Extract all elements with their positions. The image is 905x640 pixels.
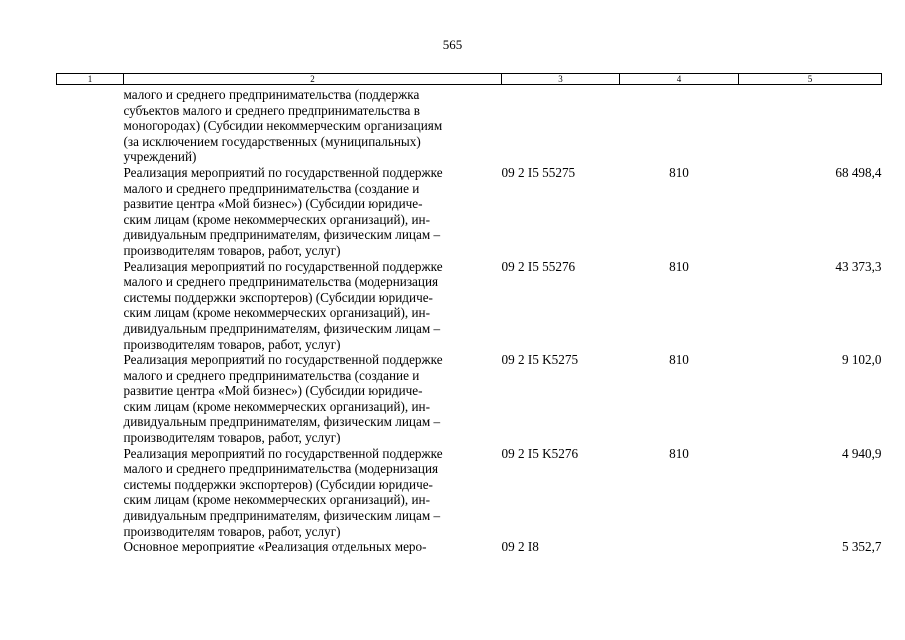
description-cell: Реализация мероприятий по государственной поддержке малого и среднего предпринимательства (модернизация системы поддержки экспортеров) (Субсидии юридиче- ским лицам (кроме некоммерческих организаций), ин- дивидуальным предпринимателям, физическим лицам – производителям товаров, работ, услуг) [123,258,443,352]
expense-type-cell: 810 [669,258,689,274]
table-row [57,539,882,555]
table-row [57,85,882,165]
amount-cell [739,85,882,165]
target-code-cell: 09 2 I8 [501,539,539,555]
target-code-cell: 09 2 I5 K5276 [501,445,579,461]
column-header-5: 5 [739,74,882,85]
target-code-cell [502,85,620,165]
budget-table [56,73,882,555]
table-row [57,352,882,446]
expense-type-cell: 810 [669,445,689,461]
page-number: 565 [442,37,463,52]
amount-cell: 5 352,7 [841,539,882,555]
row-number-cell [57,165,124,259]
expense-type-cell [620,539,739,555]
table-header-row [57,74,882,85]
row-number-cell [57,85,124,165]
column-header-2: 2 [124,74,502,85]
column-header-4: 4 [620,74,739,85]
row-number-cell [57,446,124,540]
expense-type-cell: 810 [669,164,689,180]
description-cell: Основное мероприятие «Реализация отдельных меро- [123,539,427,555]
table-row [57,259,882,353]
expense-type-cell: 810 [669,352,689,368]
column-header-3: 3 [502,74,620,85]
row-number-cell [57,352,124,446]
amount-cell: 9 102,0 [841,352,882,368]
amount-cell: 68 498,4 [835,164,882,180]
amount-cell: 4 940,9 [841,445,882,461]
target-code-cell: 09 2 I5 55275 [501,164,576,180]
description-cell: малого и среднего предпринимательства (поддержка субъектов малого и среднего предпринимательства в моногородах) (Субсидии некоммерческим организациям (за исключением государственных (муниципальных) учреждений) [123,87,443,165]
row-number-cell [57,259,124,353]
description-cell: Реализация мероприятий по государственной поддержке малого и среднего предпринимательства (создание и развитие центра «Мой бизнес») (Субсидии юридиче- ским лицам (кроме некоммерческих организаций), ин- дивидуальным предпринимателям, физическим лицам – производителям товаров, работ, услуг) [123,352,443,446]
table-row [57,165,882,259]
description-cell: Реализация мероприятий по государственной поддержке малого и среднего предпринимательства (модернизация системы поддержки экспортеров) (Субсидии юридиче- ским лицам (кроме некоммерческих организаций), ин- дивидуальным предпринимателям, физическим лицам – производителям товаров, работ, услуг) [123,445,443,539]
target-code-cell: 09 2 I5 55276 [501,258,576,274]
target-code-cell: 09 2 I5 K5275 [501,352,579,368]
description-cell: Реализация мероприятий по государственной поддержке малого и среднего предпринимательства (создание и развитие центра «Мой бизнес») (Субсидии юридиче- ским лицам (кроме некоммерческих организаций), ин- дивидуальным предпринимателям, физическим лицам – производителям товаров, работ, услуг) [123,164,443,258]
table-row [57,446,882,540]
amount-cell: 43 373,3 [835,258,882,274]
row-number-cell [57,539,124,555]
expense-type-cell [620,85,739,165]
column-header-1: 1 [57,74,124,85]
